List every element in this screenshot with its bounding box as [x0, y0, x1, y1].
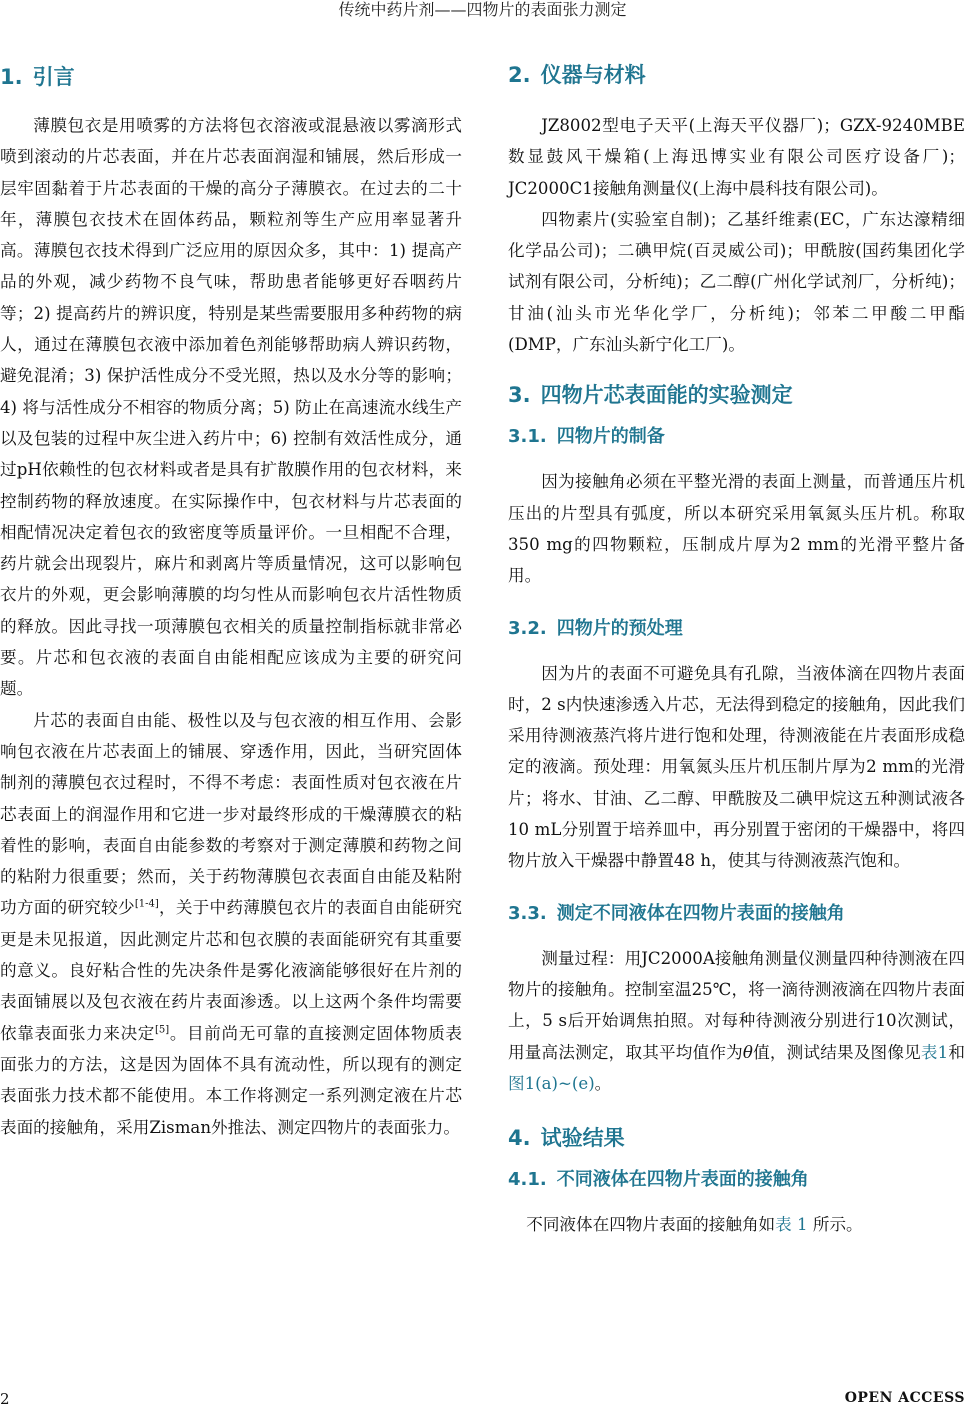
page-number: 2: [0, 1390, 10, 1408]
left-column: [0, 58, 462, 1143]
right-column: [508, 58, 965, 1240]
section-number: 4.: [508, 1126, 531, 1151]
section-title: 四物片的制备: [556, 426, 665, 448]
table-1-link[interactable]: 表1: [920, 1042, 949, 1062]
section-2-heading: [508, 58, 965, 92]
section-number: 1.: [0, 65, 23, 89]
section-3-heading: [508, 378, 965, 412]
subsection-3-3-heading: [508, 899, 965, 929]
subsection-3-2-heading: [508, 614, 965, 644]
figure-1-link[interactable]: 图1(a)~(e): [508, 1073, 595, 1093]
section-number: 3.: [508, 383, 531, 408]
subsection-4-1-heading: [508, 1165, 965, 1195]
section-number: 3.3.: [508, 902, 547, 924]
section-title: 试验结果: [540, 1126, 625, 1151]
section-title: 引言: [32, 65, 75, 89]
section-title: 测定不同液体在四物片表面的接触角: [556, 902, 845, 924]
results-paragraph: 不同液体在四物片表面的接触角如表 1 所示。: [526, 1215, 863, 1235]
running-header: 传统中药片剂——四物片的表面张力测定: [338, 0, 627, 19]
section-title: 仪器与材料: [540, 63, 646, 87]
intro-paragraph-1: 薄膜包衣是用喷雾的方法将包衣溶液或混悬液以雾滴形式喷到滚动的片芯表面，并在片芯表面润湿和铺展，然后形成一层牢固黏着于片芯表面的干燥的高分子薄膜衣。在过去的二十年，薄膜包衣技术在固体药品，颗粒剂等生产应用率显著升高。薄膜包衣技术得到广泛应用的原因众多，其中：1) 提高产品的外观，减少药物不良气味，帮助患者能够更好吞咽药片等；2) 提高药片的辨识度，特别是某些需要服用多种药物的病人，通过在薄膜包衣液中添加着色剂能够帮助病人辨识药物，避免混淆；3) 保护活性成分不受光照，热以及水分等的影响；4) 将与活性成分不相容的物质分离；5) 防止在高速流水线生产以及包装的过程中灰尘进入药片中；6) 控制有效活性成分，通过pH依赖性的包衣材料或者是具有扩散膜作用的包衣材料，来控制药物的释放速度。在实际操作中，包衣材料与片芯表面的相配情况决定着包衣的致密度等质量评价。一旦相配不合理，药片就会出现裂片，麻片和剥离片等质量情况，这可以影响包衣片的外观，更会影响薄膜的均匀性从而影响包衣片活性物质的释放。因此寻找一项薄膜包衣相关的质量控制指标就非常必要。片芯和包衣液的表面自由能相配应该成为主要的研究问题。: [0, 116, 462, 699]
section-title: 不同液体在四物片表面的接触角: [556, 1169, 809, 1191]
citation-ref[interactable]: [1-4]: [134, 898, 159, 910]
section-number: 3.1.: [508, 426, 547, 448]
section-title: 四物片的预处理: [556, 617, 683, 639]
section-number: 4.1.: [508, 1169, 547, 1191]
instruments-paragraph: JZ8002型电子天平(上海天平仪器厂)；GZX-9240MBE数显鼓风干燥箱(上海迅博实业有限公司医疗设备厂)；JC2000C1接触角测量仪(上海中晨科技有限公司)。: [508, 116, 965, 198]
section-number: 3.2.: [508, 617, 547, 639]
subsection-3-1-heading: [508, 422, 965, 452]
open-access-label: OPEN ACCESS: [844, 1390, 965, 1406]
pretreatment-paragraph: 因为片的表面不可避免具有孔隙，当液体滴在四物片表面时，2 s内快速渗透入片芯，无法得到稳定的接触角，因此我们采用待测液蒸汽将片进行饱和处理，待测液能在片表面形成稳定的液滴。预处理：用氧氮头压片机压制片厚为2 mm的光滑片；将水、甘油、乙二醇、甲酰胺及二碘甲烷这五种测试液各10 mL分别置于培养皿中，再分别置于密闭的干燥器中，将四物片放入干燥器中静置48 h，使其与待测液蒸汽饱和。: [508, 663, 965, 871]
preparation-paragraph: 因为接触角必须在平整光滑的表面上测量，而普通压片机压出的片型具有弧度，所以本研究采用氧氮头压片机。称取350 mg的四物颗粒，压制成片厚为2 mm的光滑平整片备用。: [508, 472, 965, 586]
citation-ref[interactable]: [5]: [155, 1024, 170, 1036]
theta-symbol: θ: [742, 1042, 753, 1062]
measurement-paragraph: 测量过程：用JC2000A接触角测量仪测量四种待测液在四物片的接触角。控制室温25℃，将一滴待测液滴在四物片表面上，5 s后开始调焦拍照。对每种待测液分别进行10次测试，用量高法测定，取其平均值作为θ值，测试结果及图像见表1和图1(a)~(e)。: [508, 948, 965, 1093]
section-number: 2.: [508, 63, 531, 87]
intro-paragraph-2: 片芯的表面自由能、极性以及与包衣液的相互作用、会影响包衣液在片芯表面上的铺展、穿透作用，因此，当研究固体制剂的薄膜包衣过程时，不得不考虑：表面性质对包衣液在片芯表面上的润湿作用和它进一步对最终形成的干燥薄膜衣的粘着性的影响，表面自由能参数的考察对于测定薄膜和药物之间的粘附力很重要；然而，关于药物薄膜包衣表面自由能及粘附功方面的研究较少[1-4]，关于中药薄膜包衣片的表面自由能研究更是未见报道，因此测定片芯和包衣膜的表面能研究有其重要的意义。良好粘合性的先决条件是雾化液滴能够很好在片剂的表面铺展以及包衣液在药片表面渗透。以上这两个条件均需要依靠表面张力来决定[5]。目前尚无可靠的直接测定固体物质表面张力的方法，这是因为固体不具有流动性，所以现有的测定表面张力技术都不能使用。本工作将测定一系列测定液在片芯表面的接触角，采用Zisman外推法、测定四物片的表面张力。: [0, 710, 463, 1137]
section-1-heading: [0, 60, 462, 94]
materials-paragraph: 四物素片(实验室自制)；乙基纤维素(EC，广东达濠精细化学品公司)；二碘甲烷(百灵威公司)；甲酰胺(国药集团化学试剂有限公司，分析纯)；乙二醇(广州化学试剂厂，分析纯)；甘油(汕头市光华化学厂，分析纯)；邻苯二甲酸二甲酯(DMP，广东汕头新宁化工厂)。: [508, 209, 965, 355]
table-1-link[interactable]: 表 1: [775, 1215, 808, 1235]
section-4-heading: [508, 1121, 965, 1155]
section-title: 四物片芯表面能的实验测定: [540, 383, 793, 408]
